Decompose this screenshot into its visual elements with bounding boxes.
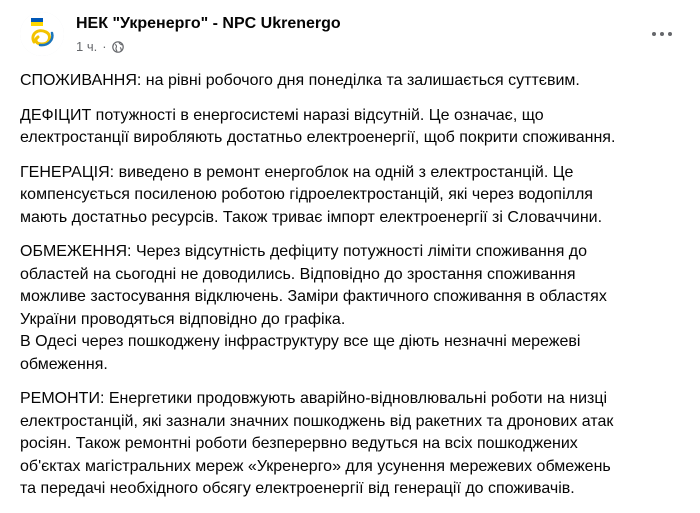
more-horizontal-icon-dot bbox=[652, 32, 656, 36]
post-header bbox=[20, 12, 684, 62]
post-content bbox=[20, 70, 690, 513]
page-avatar[interactable] bbox=[20, 12, 64, 56]
post-timestamp[interactable]: 1 ч. bbox=[76, 39, 98, 54]
ukrenergo-logo-icon bbox=[20, 12, 64, 56]
paragraph-generation: ГЕНЕРАЦІЯ: виведено в ремонт енергоблок на одній з електростанцій. Це компенсується посиленою роботою гідроелектростанцій, які через водопілля мають достатньо ресурсів. Також триває імпорт електроенергії зі Словаччини. bbox=[20, 163, 603, 226]
globe-icon[interactable] bbox=[112, 41, 124, 53]
more-horizontal-icon-dot bbox=[668, 32, 672, 36]
paragraph-consumption: СПОЖИВАННЯ: на рівні робочого дня понеділка та залишається суттєвим. bbox=[20, 72, 580, 89]
paragraph-repairs: РЕМОНТИ: Енергетики продовжують аварійно-відновлювальні роботи на низці електростанцій, які зазнали значних пошкоджень від ракетних та дронових атак росіян. Також ремонтні роботи безперервно ведуться на всіх пошкоджених об'єктах магістральних мереж «Укренерго» для усунення мережевих обмежень та передачі необхідного обсягу електроенергії від генерації до споживачів. bbox=[20, 390, 614, 497]
more-horizontal-icon-dot bbox=[660, 32, 664, 36]
more-options-button[interactable] bbox=[644, 22, 680, 46]
paragraph-deficit: ДЕФІЦИТ потужності в енергосистемі наразі відсутній. Це означає, що електростанції виробляють достатньо електроенергії, щоб покрити споживання. bbox=[20, 106, 616, 146]
paragraph-restrictions: ОБМЕЖЕННЯ: Через відсутність дефіциту потужності ліміти споживання до областей на сьогодні не доводились. Відповідно до зростання споживання можливе застосування відключень. Заміри фактичного споживання в областях України проводяться відповідно до графіка. В Одесі через пошкоджену інфраструктуру все ще діють незначні мережеві обмеження. bbox=[20, 243, 607, 373]
meta-separator: · bbox=[102, 39, 107, 54]
page-name-link[interactable]: НЕК "Укренерго" - NPC Ukrenergo bbox=[76, 15, 341, 32]
post-meta bbox=[76, 39, 124, 54]
